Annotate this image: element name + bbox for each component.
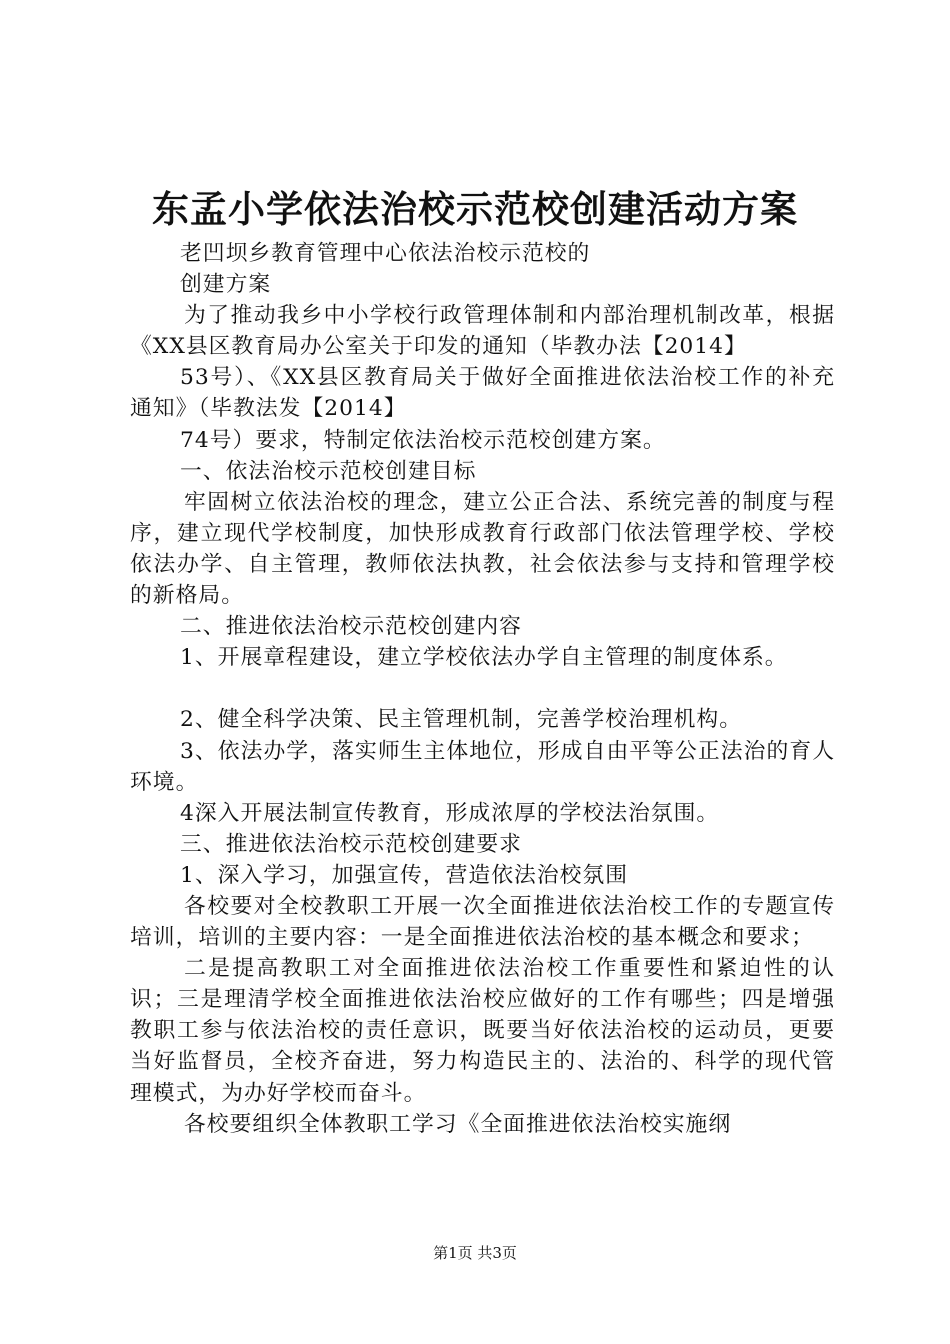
content-item-3: 3、依法办学，落实师生主体地位，形成自由平等公正法治的育人环境。 [130, 738, 835, 795]
requirement-paragraph-3: 各校要组织全体教职工学习《全面推进依法治校实施纲 [184, 1111, 732, 1137]
subtitle-line-2: 创建方案 [180, 272, 272, 298]
document-body [130, 238, 835, 1140]
subtitle-line-1: 老凹坝乡教育管理中心依法治校示范校的 [180, 241, 591, 266]
page-indicator: 第1页 共3页 [433, 1244, 517, 1262]
section-1-paragraph: 牢固树立依法治校的理念，建立公正合法、系统完善的制度与程序，建立现代学校制度，加快形成教育行政部门依法管理学校、学校依法办学、自主管理，教师依法执教，社会依法参与支持和管理学校的新格局。 [130, 489, 835, 609]
intro-paragraph-cont-2: 74号）要求，特制定依法治校示范校创建方案。 [180, 427, 666, 453]
content-item-4: 4深入开展法制宣传教育，形成浓厚的学校法治氛围。 [180, 800, 720, 826]
document-title: 东孟小学依法治校示范校创建活动方案 [152, 188, 798, 231]
requirement-paragraph-2: 二是提高教职工对全面推进依法治校工作重要性和紧迫性的认识；三是理清学校全面推进依法治校应做好的工作有哪些；四是增强教职工参与依法治校的责任意识，既要当好依法治校的运动员，更要当好监督员，全校齐奋进，努力构造民主的、法治的、科学的现代管理模式，为办好学校而奋斗。 [130, 956, 835, 1106]
requirement-paragraph-1: 各校要对全校教职工开展一次全面推进依法治校工作的专题宣传培训，培训的主要内容：一是全面推进依法治校的基本概念和要求； [130, 893, 835, 951]
intro-paragraph-cont-1: 53号）、《XX县区教育局关于做好全面推进依法治校工作的补充通知》（毕教法发【2014】 [130, 365, 835, 422]
section-heading-3: 三、推进依法治校示范校创建要求 [180, 831, 522, 857]
content-item-2: 2、健全科学决策、民主管理机制，完善学校治理机构。 [180, 707, 742, 733]
requirement-item-1: 1、深入学习，加强宣传，营造依法治校氛围 [180, 862, 629, 888]
content-item-1: 1、开展章程建设，建立学校依法办学自主管理的制度体系。 [180, 645, 788, 671]
intro-paragraph: 为了推动我乡中小学校行政管理体制和内部治理机制改革，根据《XX县区教育局办公室关于印发的通知（毕教办法【2014】 [130, 303, 835, 360]
section-heading-1: 一、依法治校示范校创建目标 [180, 458, 477, 484]
section-heading-2: 二、推进依法治校示范校创建内容 [180, 614, 522, 640]
blank-line [130, 673, 835, 704]
